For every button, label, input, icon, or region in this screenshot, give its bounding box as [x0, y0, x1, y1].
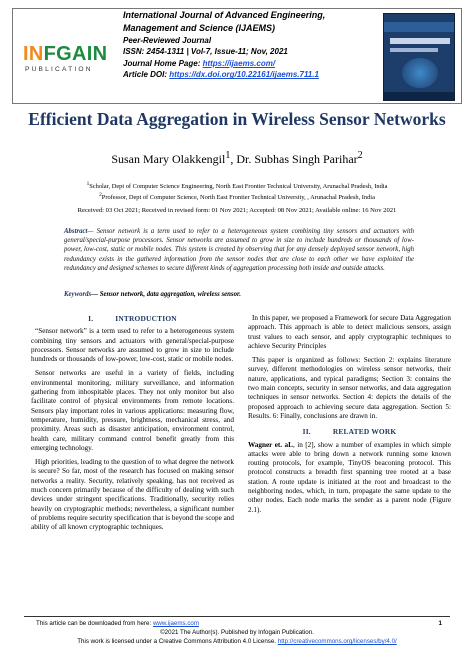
intro-paragraph-1: “Sensor network” is a term used to refer to a heterogeneous system combining tiny sensors and actuators with general/special-purpose processors. Sensor networks are assumed to grow in size to include hundreds or thousands of low-power, low-cost, static or mobile nodes. [31, 327, 234, 364]
doi-link[interactable]: https://dx.doi.org/10.22161/ijaems.711.1 [169, 70, 319, 80]
license-link[interactable]: http://creativecommons.org/licenses/by/4.0/ [277, 638, 397, 645]
section-heading-introduction: I. INTRODUCTION [88, 314, 177, 323]
received-dates: Received: 03 Oct 2021; Received in revised form: 01 Nov 2021; Accepted: 08 Nov 2021; Available online: 16 Nov 2021 [77, 207, 397, 214]
keywords-text: — Sensor network, data aggregation, wireless sensor. [91, 291, 241, 298]
publisher-logo [23, 43, 115, 79]
intro-paragraph-5: This paper is organized as follows: Section 2: explains literature survey, different methodologies on wireless sensor networks, their nature, applications, and typical paradigms; Section 3: contains the two main concepts, security in sensor networks, and data aggregation techniques in sensor networks. Section 4: depicts the details of the proposed approach to achieving secure data aggregation. Section 5: Results. 6: Finally, conclusions are drawn in. [248, 356, 451, 420]
logo-subtitle: PUBLICATION [25, 66, 93, 73]
intro-paragraph-2: Sensor networks are useful in a variety of fields, including environmental monitoring, military surveillance, and information gathering from inhospitable places. They not only monitor but also facilitate control of physical environments from remote locations. Sensors play important roles in various applications: measuring flow, temperature, humidity, pressure, brightness, mechanical stress, and proximity. Areas such as disaster anticipation, environment control, health care, military command control benefit greatly from this emerging technology. [31, 369, 234, 452]
affiliation-1: $^1$Scholar, Dept of Computer Science Engineering, North East Frontier Technical University, Arunachal Pradesh, India [86, 181, 388, 191]
journal-cover-image [383, 13, 455, 101]
download-line: This article can be downloaded from here: www.ijaems.com [36, 620, 200, 627]
issn-line: ISSN: 2454-1311 | Vol-7, Issue-11; Nov, 2021 [123, 47, 288, 57]
right-column [248, 314, 451, 520]
journal-header [12, 8, 462, 104]
doi-line: Article DOI: https://dx.doi.org/10.22161/ijaems.711.1 [123, 70, 319, 80]
copyright-line: ©2021 The Author(s). Published by Infogain Publication. [160, 629, 314, 636]
peer-reviewed-label: Peer-Reviewed Journal [123, 36, 212, 45]
homepage-link[interactable]: https://ijaems.com/ [202, 58, 276, 68]
journal-title: International Journal of Advanced Engineering, Management and Science (IJAEMS) [123, 10, 326, 33]
abstract [64, 227, 414, 273]
affiliation-2: $^2$Professor, Dept of Computer Science, North East Frontier Technical University, , Arunachal Pradesh, India [99, 192, 375, 202]
author-line: Susan Mary Olakkengil$^1$, Dr. Subhas Singh Parihar$^2$ [111, 150, 363, 166]
logo-wordmark: INFGAIN [23, 43, 108, 65]
abstract-label: Abstract [64, 228, 88, 235]
related-work-paragraph-1: Wagner et. aL, in [2], show a number of examples in which simple attacks were able to bring down a network running some known routing protocols, for example, TinyOS beaconing protocol. This protocol constructs a breadth first spanning tree rooted at a base station. A route update is initiated at the root and broadcast to the neighboring nodes, which, in turn, propagate the same update to the other nodes. Each node marks the sender as a parent node (Figure 2.1). [248, 440, 451, 514]
paper-title: Efficient Data Aggregation in Wireless Sensor Networks [28, 109, 446, 129]
page-number: 1 [438, 620, 442, 627]
left-column [31, 314, 234, 538]
page-footer [24, 616, 450, 645]
intro-paragraph-4: In this paper, we proposed a Framework for secure Data Aggregation approach. This approach is able to detect malicious sensors, assign trust values to each sensor, and apply cryptographic techniques to achieve Security Principles [248, 314, 451, 350]
section-heading-related-work: II. RELATED WORK [302, 427, 397, 437]
abstract-text: — Sensor network is a term used to refer to a heterogeneous system combining tiny sensors and actuators with general/special-purpose processors. Sensor networks are assumed to grow in size to include hundreds or thousands of low-power, low-cost, static or mobile nodes. This system is created by observing that for any densely deployed sensor network, high redundancy exists in the gathered information from the sensor nodes that are close to each other we have exploited the redundancy and designed schemes to secure different kinds of aggregation processing both inside and outside attacks. [64, 228, 414, 272]
homepage-line: Journal Home Page: https://ijaems.com/ [123, 58, 276, 68]
affiliations [0, 180, 474, 202]
license-line: This work is licensed under a Creative Commons Attribution 4.0 License. http://creativecommons.org/licenses/by/4.0/ [77, 638, 397, 645]
journal-info [123, 9, 378, 81]
download-link[interactable]: www.ijaems.com [152, 620, 200, 627]
intro-paragraph-3: High priorities, leading to the question of to what degree the network is secure? So far, most of the research has focused on making sensor networks a reality. Security, relatively speaking, has not received as much concern primarily because of the difficulty of dealing with such devices under stringent specifications. Traditionally, security relies heavily on cryptographic methods; nevertheless, a significant number of problems require security specification that is beyond the scope and ability of all known cryptographic techniques. [31, 458, 234, 532]
keywords-label: Keywords [64, 291, 92, 298]
keywords [64, 291, 414, 298]
